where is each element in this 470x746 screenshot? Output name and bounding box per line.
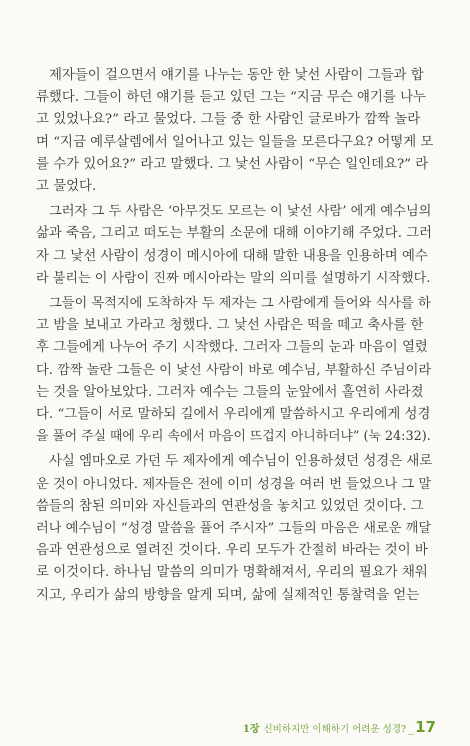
paragraph-3 <box>36 293 433 448</box>
paragraph-2 <box>36 201 433 290</box>
running-head-title: 신비하지만 이해하기 어려운 성경? <box>263 724 407 735</box>
text-line: 후 그들에게 나누어 주기 시작했다. 그러자 그들의 눈과 마음이 열렸 <box>36 340 428 356</box>
text-line: 다. “그들이 서로 말하되 길에서 우리에게 말씀하시고 우리에게 성경 <box>36 407 431 423</box>
text-line: 씀들의 참된 의미와 자신들과의 연관성을 놓치고 있었던 것이다. 그 <box>36 498 424 514</box>
page-footer <box>243 718 436 736</box>
text-line: 류했다. 그들이 하던 얘기를 듣고 있던 그는 “지금 무슨 얘기를 나누 <box>36 90 426 106</box>
text-line: 지고, 우리가 삶의 방향을 알게 되며, 삶에 실제적인 통찰력을 얻는 <box>36 587 420 603</box>
paragraph-1 <box>36 65 433 198</box>
text-line: 고 밤을 보내고 가라고 청했다. 그 낯선 사람은 떡을 떼고 축사를 한 <box>36 318 424 334</box>
text-line: 라 불리는 이 사람이 진짜 메시아라는 말의 의미를 설명하기 시작했다. <box>36 270 431 286</box>
text-line: 그러자 그 두 사람은 ‘아무것도 모르는 이 낯선 사람’ 에게 예수님의 <box>49 204 432 220</box>
page-number: 17 <box>415 718 436 736</box>
paragraph-4 <box>36 451 433 606</box>
text-line: 는 것을 알아보았다. 그러자 예수는 그들의 눈앞에서 홀연히 사라졌 <box>36 384 424 400</box>
text-line: 고 물었다. <box>36 179 97 195</box>
text-line: 운 것이 아니었다. 제자들은 전에 이미 성경을 여러 번 들었으나 그 말 <box>36 476 432 492</box>
text-line: 러나 예수님이 “성경 말씀을 풀어 주시자” 그들의 마음은 새로운 깨달 <box>36 521 432 537</box>
text-line: 삶과 죽음, 그리고 떠도는 부활의 소문에 대해 이야기해 주었다. 그러 <box>36 226 433 242</box>
text-line: 며 “지금 예루살렘에서 일어나고 있는 일들을 모른다구요? 어떻게 모 <box>36 134 433 150</box>
text-line: 다. 깜짝 놀란 그들은 이 낯선 사람이 바로 예수님, 부활하신 주님이라 <box>36 362 432 378</box>
text-line: 사실 엠마오로 가던 두 제자에게 예수님이 인용하셨던 성경은 새로 <box>49 454 433 470</box>
text-line: 제자들이 걸으면서 얘기를 나누는 동안 한 낯선 사람이 그들과 합 <box>49 68 424 83</box>
body-text <box>36 65 433 610</box>
footer-separator: _ <box>408 721 415 735</box>
text-line: 음과 연관성으로 열려진 것이다. 우리 모두가 간절히 바라는 것이 바 <box>36 543 428 559</box>
text-line: 자 그 낯선 사람이 성경이 메시아에 대해 말한 내용을 인용하며 예수 <box>36 248 428 264</box>
text-line: 을 풀어 주실 때에 우리 속에서 마음이 뜨겁지 아니하더냐” (눅 24:32). <box>36 429 431 445</box>
text-line: 를 수가 있어요?” 라고 말했다. 그 낯선 사람이 “무슨 일인데요?” 라 <box>36 156 429 172</box>
text-line: 그들이 목적지에 도착하자 두 제자는 그 사람에게 들어와 식사를 하 <box>49 296 431 312</box>
text-line: 고 있었나요?” 라고 물었다. 그들 중 한 사람인 글로바가 깜짝 놀라 <box>36 112 421 128</box>
text-line: 로 이것이다. 하나님 말씀의 의미가 명확해져서, 우리의 필요가 채워 <box>36 565 428 581</box>
chapter-number: 1장 <box>242 724 260 735</box>
